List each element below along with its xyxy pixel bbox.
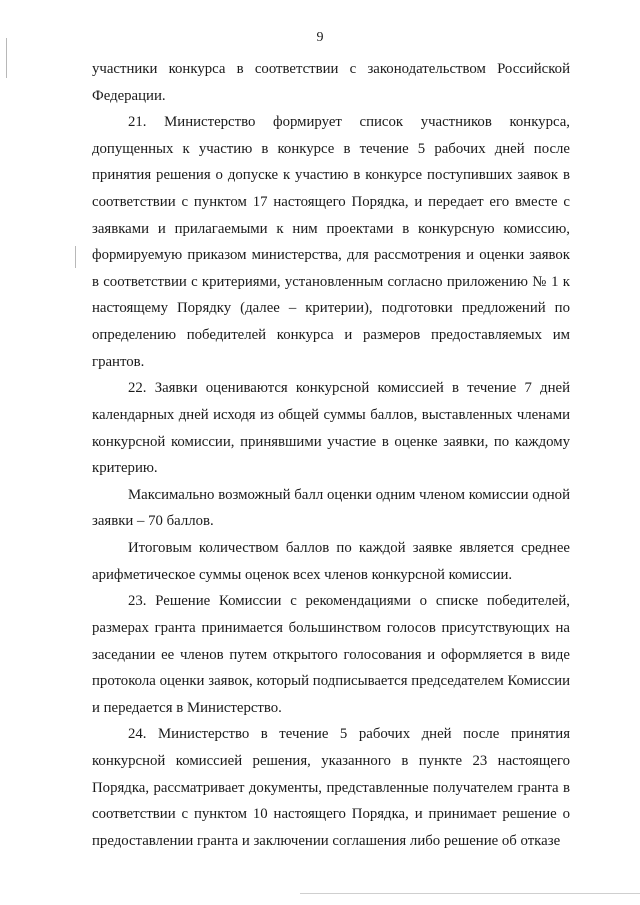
- left-margin-mark-middle: [75, 246, 76, 268]
- paragraph-22: 22. Заявки оцениваются конкурсной комиссией в течение 7 дней календарных дней исходя из общей суммы баллов, выставленных членами конкурсной комиссии, принявшими участие в оценке заявки, по каждому критерию.: [92, 380, 570, 477]
- paragraph-21: 21. Министерство формирует список участников конкурса, допущенных к участию в конкурсе в течение 5 рабочих дней после принятия решения о допуске к участию в конкурсе поступивших заявок в соответствии с пунктом 17 настоящего Порядка, и передает его вместе с заявками и прилагаемыми к ним проектами в конкурсную комиссию, формируемую приказом министерства, для рассмотрения и оценки заявок в соответствии с критериями, установленным согласно приложению № 1 к настоящему Порядку (далее – критерии), подготовки предложений по определению победителей конкурса и размеров предоставляемых им грантов.: [92, 114, 570, 370]
- paragraph-max-score: Максимально возможный балл оценки одним членом комиссии одной заявки – 70 баллов.: [92, 486, 570, 530]
- paragraph-total-score: Итоговым количеством баллов по каждой заявке является среднее арифметическое суммы оценок всех членов конкурсной комиссии.: [92, 540, 570, 583]
- page-number: 9: [316, 30, 324, 45]
- document-body: [92, 56, 570, 854]
- paragraph-23: 23. Решение Комиссии с рекомендациями о списке победителей, размерах гранта принимается большинством голосов присутствующих на заседании ее членов путем открытого голосования и оформляется в виде протокола оценки заявок, который подписывается председателем Комиссии и передается в Министерство.: [92, 593, 570, 716]
- paragraph-continuation: участники конкурса в соответствии с законодательством Российской Федерации.: [92, 61, 570, 104]
- bottom-scan-edge: [300, 893, 640, 894]
- paragraph-24: 24. Министерство в течение 5 рабочих дней после принятия конкурсной комиссией решения, указанного в пункте 23 настоящего Порядка, рассматривает документы, представленные получателем гранта в соответствии с пунктом 10 настоящего Порядка, и принимает решение о предоставлении гранта и заключении соглашения либо решение об отказе: [92, 726, 570, 849]
